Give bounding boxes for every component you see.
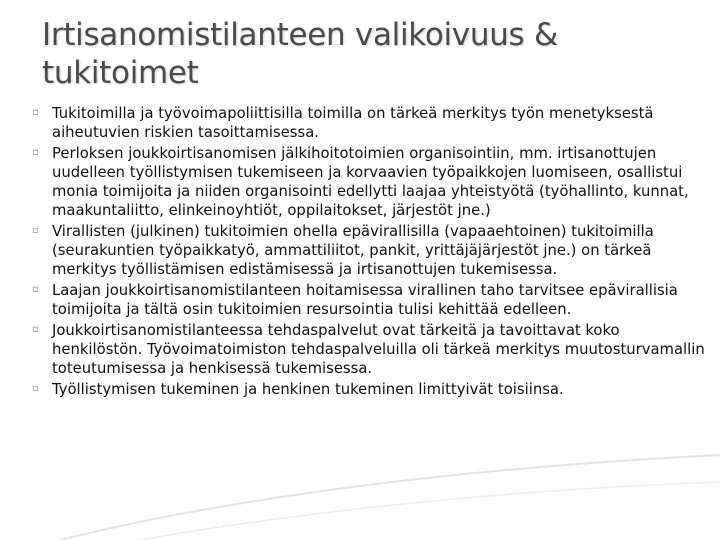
- bullet-list: [30, 104, 710, 401]
- list-item: [30, 321, 710, 378]
- square-bullet-icon: ▫: [32, 225, 39, 236]
- list-item-text: Virallisten (julkinen) tukitoimien ohella epävirallisilla (vapaaehtoinen) tukitoimilla (seurakuntien työpaikkatyö, ammattiliitot, pankit, yrittäjäjärjestöt jne.) on tärkeä merkitys työllistämisen edistämisessä ja irtisanottujen tukemisessa.: [52, 223, 654, 278]
- list-item: [30, 104, 710, 142]
- list-item: [30, 380, 710, 399]
- square-bullet-icon: ▫: [32, 284, 39, 295]
- list-item-text: Työllistymisen tukeminen ja henkinen tukeminen limittyivät toisiinsa.: [52, 381, 564, 398]
- list-item-text: Tukitoimilla ja työvoimapoliittisilla toimilla on tärkeä merkitys työn menetyksestä aiheutuvien riskien tasoittamisessa.: [52, 105, 654, 141]
- list-item: [30, 222, 710, 279]
- list-item: [30, 281, 710, 319]
- square-bullet-icon: ▫: [32, 383, 39, 394]
- slide-title: Irtisanomistilanteen valikoivuus & tukitoimet: [42, 17, 558, 91]
- square-bullet-icon: ▫: [32, 147, 39, 158]
- square-bullet-icon: ▫: [32, 324, 39, 335]
- list-item: [30, 144, 710, 220]
- list-item-text: Laajan joukkoirtisanomistilanteen hoitamisessa virallinen taho tarvitsee epävirallisia toimijoita ja tältä osin tukitoimien resursointia tulisi kehittää edelleen.: [52, 282, 678, 318]
- list-item-text: Joukkoirtisanomistilanteessa tehdaspalvelut ovat tärkeitä ja tavoittavat koko henkilöstön. Työvoimatoimiston tehdaspalveluilla oli tärkeä merkitys muutosturvamallin toteutumisessa ja henkisessä tukemisessa.: [52, 322, 705, 377]
- square-bullet-icon: ▫: [32, 107, 39, 118]
- list-item-text: Perloksen joukkoirtisanomisen jälkihoitotoimien organisointiin, mm. irtisanottujen uudelleen työllistymisen tukemiseen ja korvaavien työpaikkojen luomiseen, osallistui monia toimijoita ja niiden organisointi edellytti laajaa yhteistyötä (työhallinto, kunnat, maakuntaliitto, elinkeinoyhtiöt, oppilaitokset, järjestöt jne.): [52, 145, 689, 219]
